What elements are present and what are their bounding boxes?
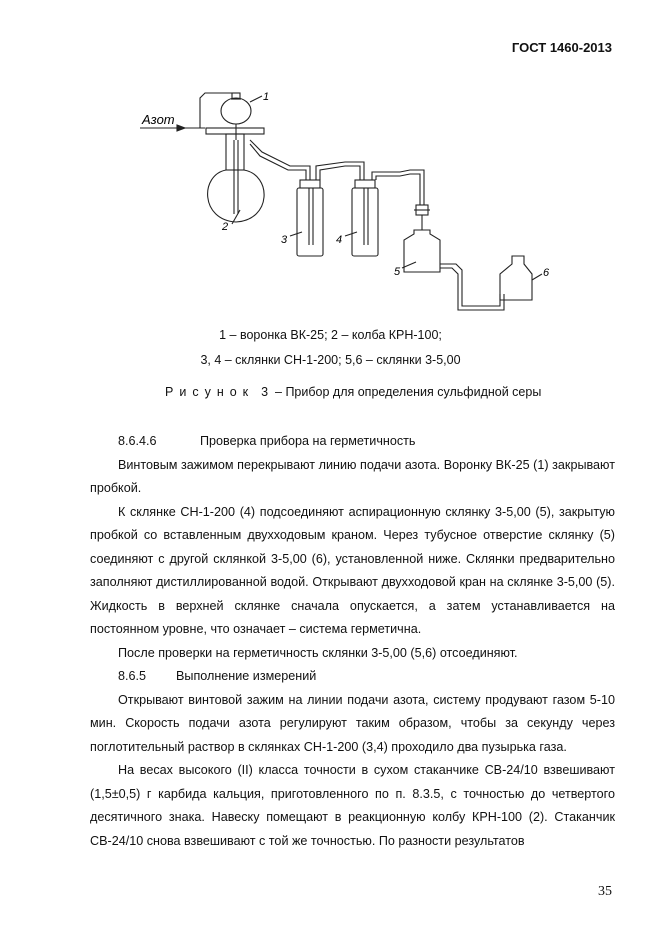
body-text	[90, 430, 615, 853]
figure-title	[165, 385, 541, 399]
figure-caption-line2: 3, 4 – склянки СН-1-200; 5,6 – склянки 3-5,00	[200, 353, 461, 367]
apparatus-diagram	[0, 0, 661, 330]
paragraph: После проверки на герметичность склянки 3-5,00 (5,6) отсоединяют.	[118, 645, 518, 660]
section-number: 8.6.4.6	[118, 434, 157, 448]
paragraph: К склянке СН-1-200 (4) подсоединяют аспирационную склянку 3-5,00 (5), закрытую пробкой со вставленным двухходовым краном. Через тубусное отверстие склянку (5) соединяют с другой склянкой 3-5,00 (6), установленной ниже. Склянки предварительно заполняют дистиллированной водой. Открывают двухходовой кран на склянке 3-5,00 (5). Жидкость в верхней склянке сначала опускается, а затем устанавливается на постоянном уровне, что означает – система герметична.	[90, 504, 615, 636]
figure-caption-line1: 1 – воронка ВК-25; 2 – колба КРН-100;	[219, 328, 442, 342]
page-number: 35	[598, 884, 612, 899]
section-number: 8.6.5	[118, 669, 147, 683]
paragraph: Винтовым зажимом перекрывают линию подачи азота. Воронку ВК-25 (1) закрывают пробкой.	[90, 457, 615, 495]
figure-label-6: 6	[543, 267, 550, 279]
section-heading	[90, 665, 615, 689]
paragraph: На весах высокого (II) класса точности в сухом стаканчике СВ-24/10 взвешивают (1,5±0,5) г карбида кальция, приготовленного по п. 8.3.5, с точностью до четвертого десятичного знака. Навеску помещают в реакционную колбу КРН-100 (2). Стаканчик СВ-24/10 снова взвешивают с той же точностью. По разности результатов	[90, 763, 615, 848]
figure-label-3: 3	[281, 234, 288, 246]
section-heading	[90, 430, 615, 454]
document-header: ГОСТ 1460-2013	[511, 40, 612, 55]
section-title: Проверка прибора на герметичность	[200, 434, 416, 448]
figure-title-number: 3	[261, 385, 269, 399]
paragraph: Открывают винтовой зажим на линии подачи азота, систему продувают газом 5-10 мин. Скорость подачи азота регулируют таким образом, чтобы за секунду через поглотительный раствор в склянках СН-1-200 (3,4) проходило два пузырька газа.	[90, 692, 615, 754]
figure-title-text: – Прибор для определения сульфидной серы	[275, 385, 542, 399]
figure-label-1: 1	[263, 91, 270, 103]
figure-label-5: 5	[394, 266, 401, 278]
figure-label-4: 4	[336, 234, 343, 246]
section-title: Выполнение измерений	[176, 669, 317, 683]
nitrogen-label: Азот	[142, 112, 175, 127]
figure-label-2: 2	[222, 221, 229, 233]
figure-title-word: Рисунок	[165, 385, 255, 399]
